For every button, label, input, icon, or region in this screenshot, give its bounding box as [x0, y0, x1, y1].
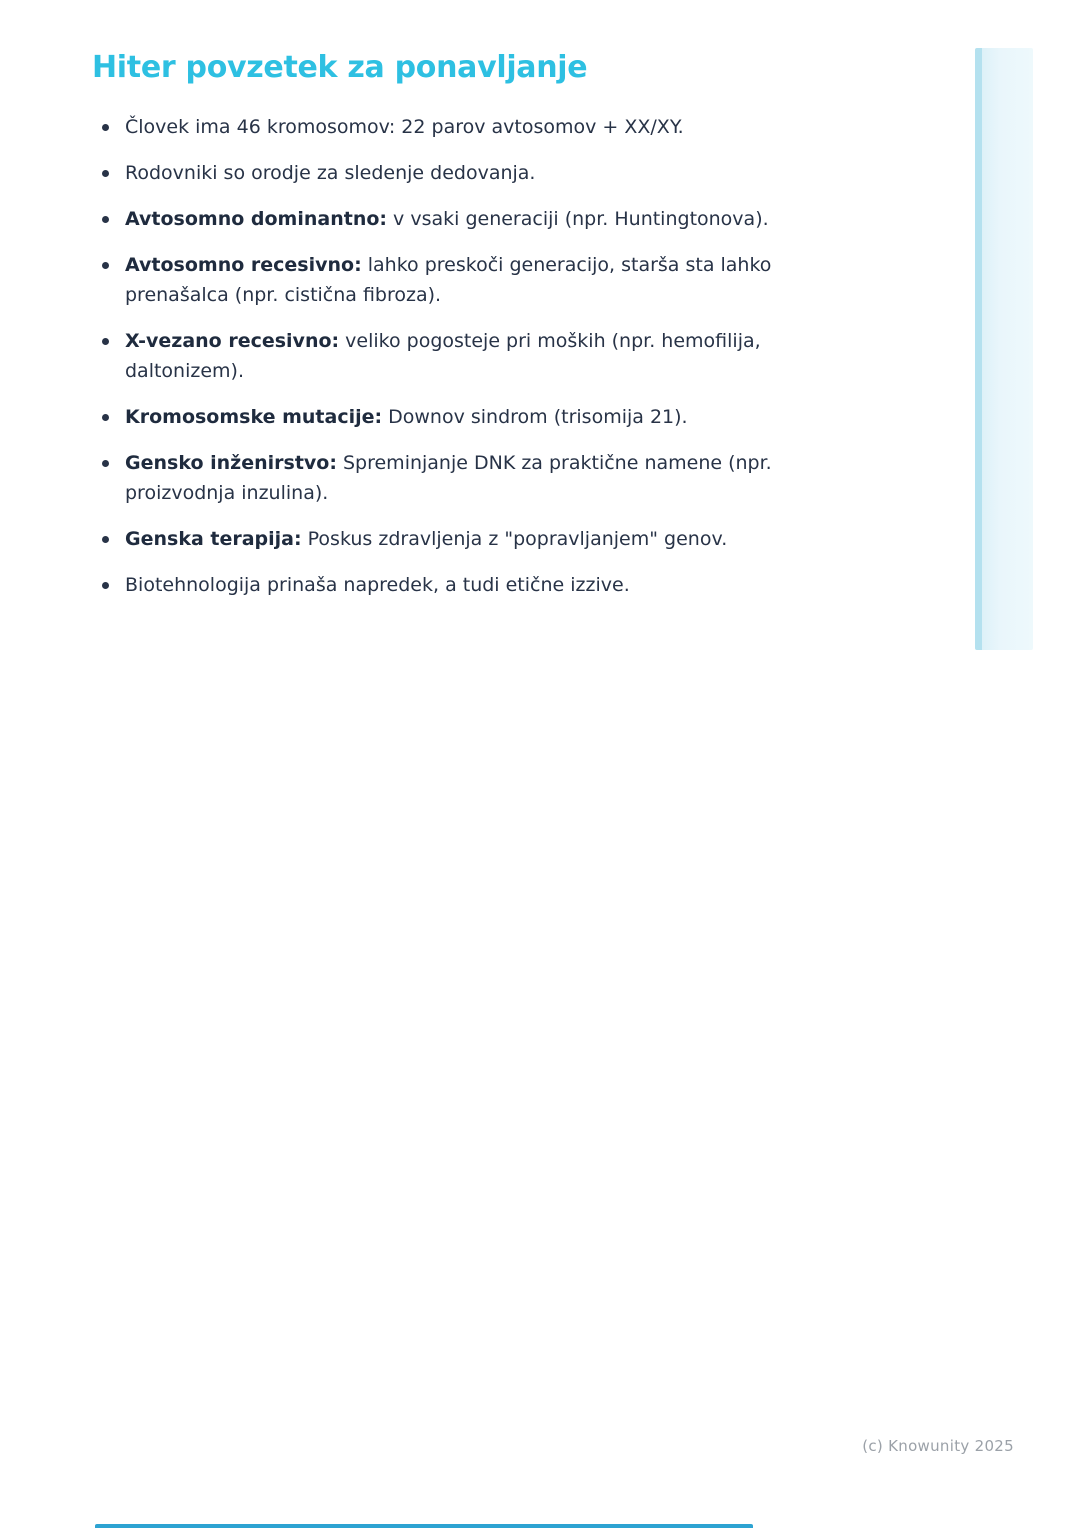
list-item [92, 250, 842, 310]
list-item-text: lahko preskoči generacijo, starša sta lahko prenašalca (npr. cistična fibroza). [125, 254, 772, 306]
list-item [92, 204, 842, 234]
bullet-dot-icon [102, 582, 109, 589]
bullet-dot-icon [102, 170, 109, 177]
list-item-term: Genska terapija: [125, 528, 302, 550]
list-item-term: Gensko inženirstvo: [125, 452, 337, 474]
list-item [92, 570, 842, 600]
list-item-term: Avtosomno dominantno: [125, 208, 388, 230]
list-item-text: v vsaki generaciji (npr. Huntingtonova). [387, 208, 769, 230]
side-accent-bar [975, 48, 1033, 650]
list-item-term: X-vezano recesivno: [125, 330, 340, 352]
bullet-dot-icon [102, 124, 109, 131]
list-item [92, 158, 842, 188]
bullet-dot-icon [102, 536, 109, 543]
list-item-text: Poskus zdravljenja z "popravljanjem" genov. [301, 528, 728, 550]
list-item-term: Kromosomske mutacije: [125, 406, 383, 428]
page-title: Hiter povzetek za ponavljanje [92, 50, 588, 85]
bullet-dot-icon [102, 414, 109, 421]
list-item-text: Spreminjanje DNK za praktične namene (npr. proizvodnja inzulina). [125, 452, 772, 504]
page-content [0, 0, 1080, 600]
list-item-text: Človek ima 46 kromosomov: 22 parov avtosomov + XX/XY. [125, 116, 684, 138]
list-item-text: Rodovniki so orodje za sledenje dedovanja. [125, 162, 536, 184]
list-item [92, 112, 842, 142]
list-item-term: Avtosomno recesivno: [125, 254, 362, 276]
footer-copyright: (c) Knowunity 2025 [862, 1437, 1014, 1455]
bullet-dot-icon [102, 216, 109, 223]
summary-list [92, 112, 842, 600]
bottom-accent-line [95, 1524, 753, 1528]
list-item-text: Biotehnologija prinaša napredek, a tudi etične izzive. [125, 574, 630, 596]
list-item [92, 326, 842, 386]
list-item-text: Downov sindrom (trisomija 21). [382, 406, 688, 428]
list-item [92, 402, 842, 432]
bullet-dot-icon [102, 338, 109, 345]
bullet-dot-icon [102, 262, 109, 269]
list-item-text: veliko pogosteje pri moških (npr. hemofilija, daltonizem). [125, 330, 761, 382]
bullet-dot-icon [102, 460, 109, 467]
list-item [92, 448, 842, 508]
list-item [92, 524, 842, 554]
